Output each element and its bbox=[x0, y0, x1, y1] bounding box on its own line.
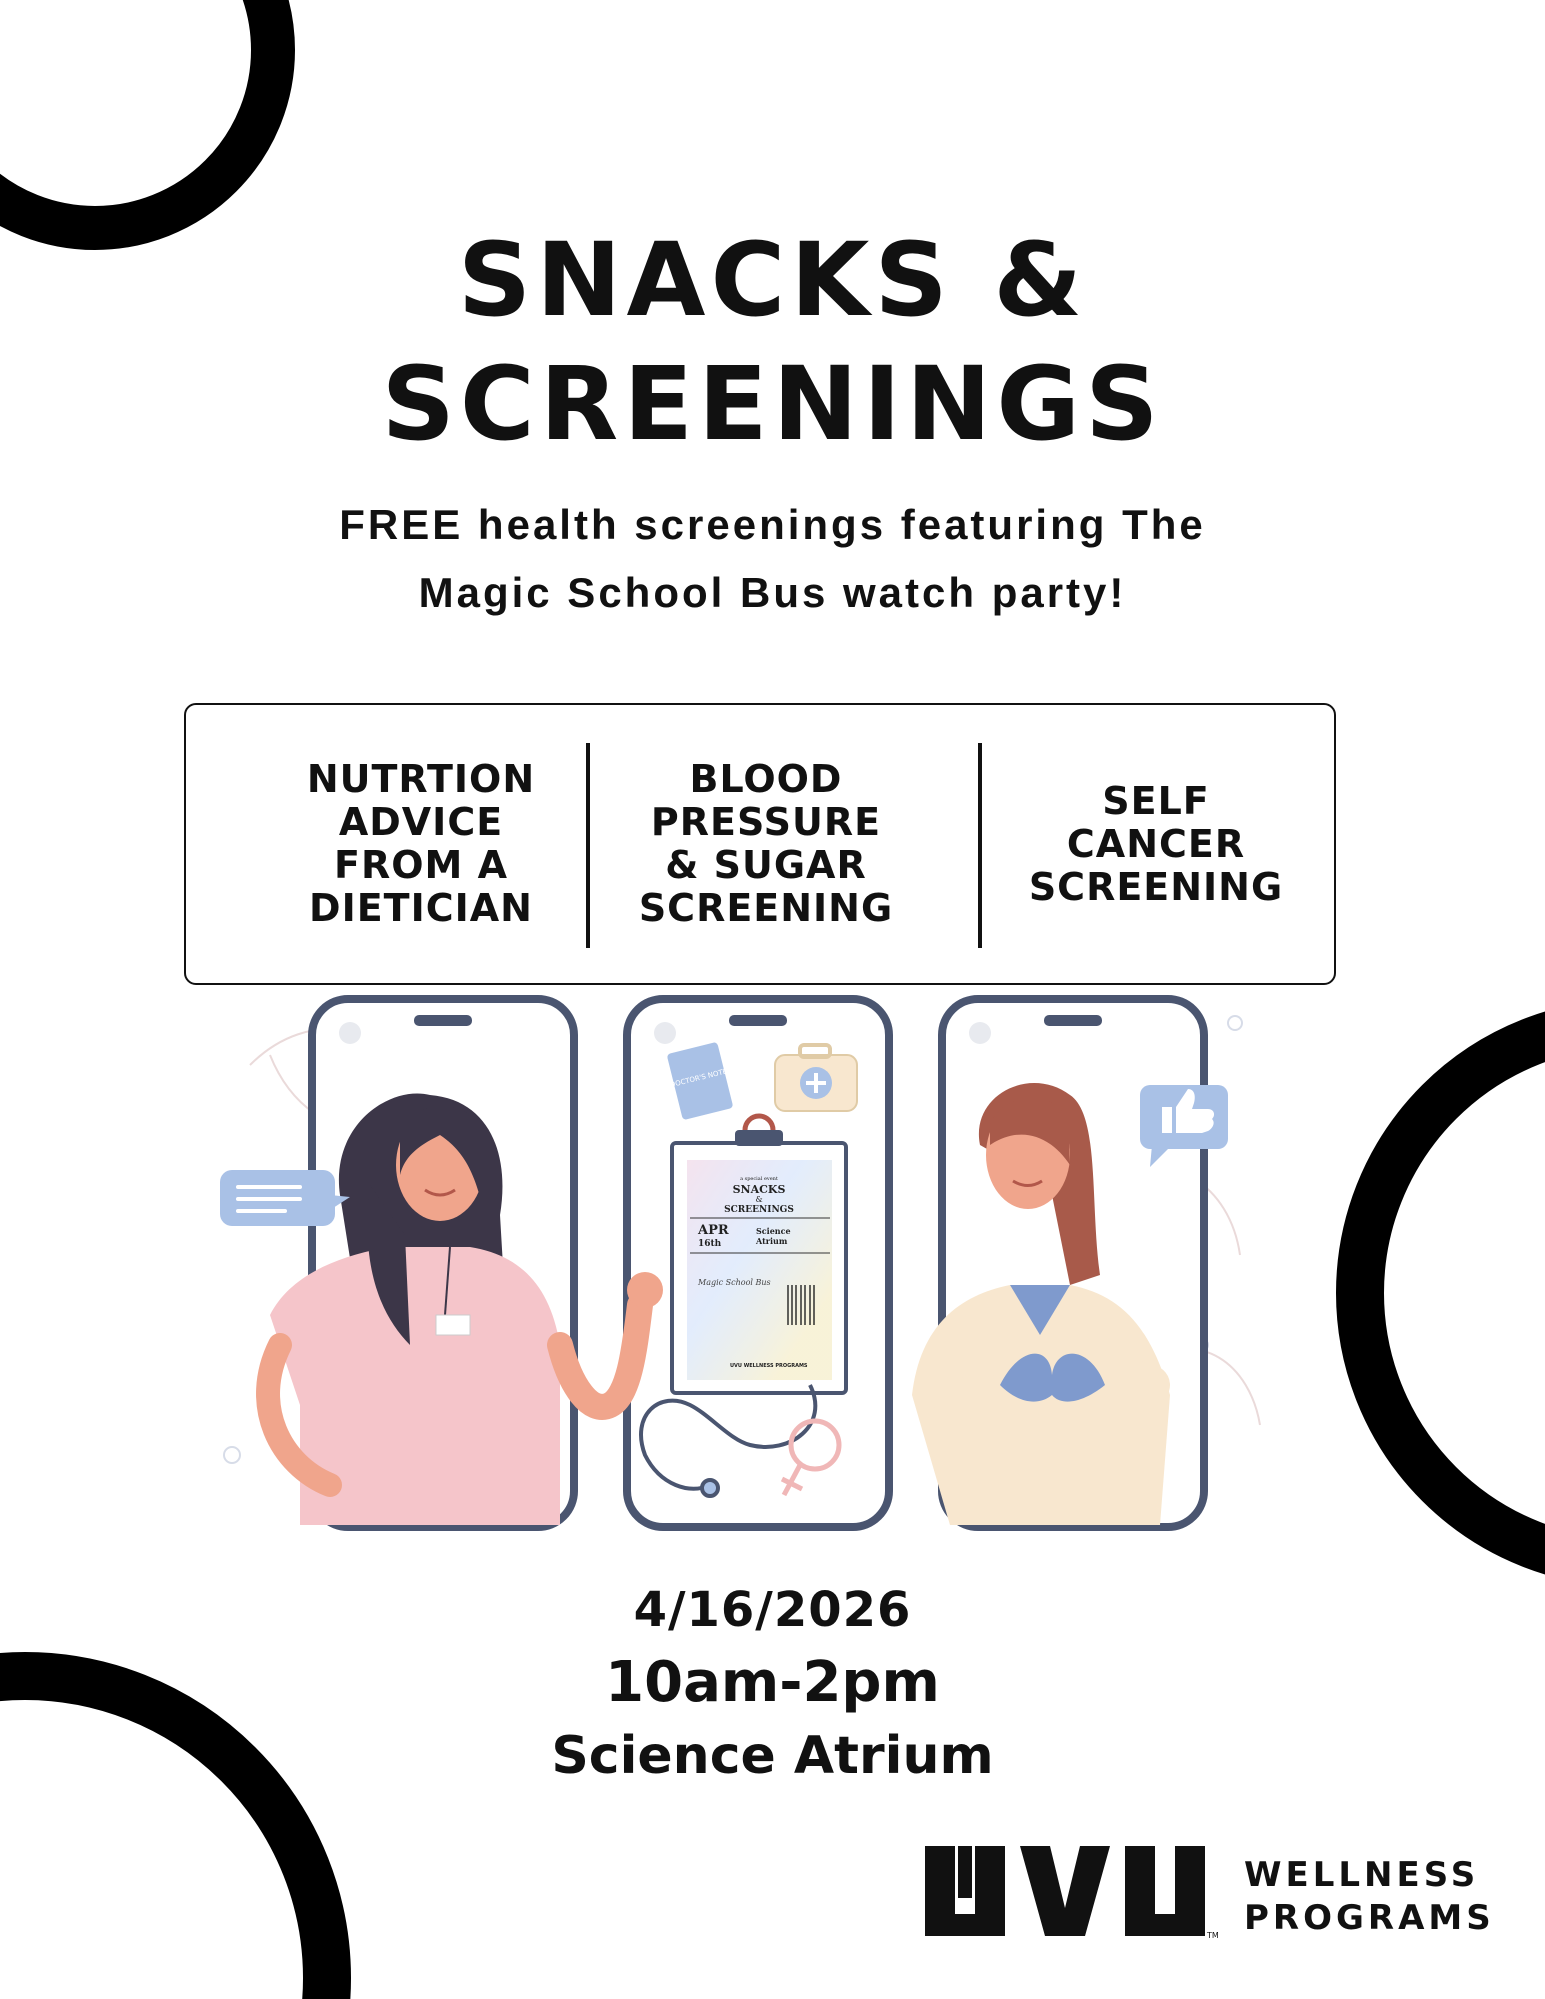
mini-poster-day: 16th bbox=[698, 1239, 722, 1249]
speech-bubble-icon bbox=[220, 1170, 350, 1226]
services-divider bbox=[978, 743, 982, 948]
logo-programs: PROGRAMS bbox=[1244, 1898, 1495, 1938]
notepad-label: DOCTOR'S NOTES bbox=[669, 1066, 733, 1090]
mini-poster-kicker: a special event bbox=[740, 1176, 778, 1182]
mini-poster-sponsor: Magic School Bus bbox=[698, 1278, 771, 1287]
uvu-trademark: TM bbox=[1207, 1931, 1219, 1940]
mini-poster-title-line2: SCREENINGS bbox=[724, 1205, 794, 1215]
service-nutrition-label: NUTRTION ADVICE FROM A DIETICIAN bbox=[306, 757, 536, 930]
event-time: 10am-2pm bbox=[605, 1650, 940, 1715]
logo-wellness: WELLNESS bbox=[1244, 1855, 1480, 1895]
mini-poster-logo: UVU WELLNESS PROGRAMS bbox=[730, 1363, 808, 1369]
clipboard-icon bbox=[672, 1116, 846, 1393]
mini-poster-place-line1: Science bbox=[756, 1226, 791, 1236]
mini-poster-title-line1: SNACKS bbox=[732, 1183, 786, 1196]
mini-poster-title-amp: & bbox=[755, 1195, 763, 1204]
small-circle-icon bbox=[224, 1447, 240, 1463]
event-subtitle-line2: Magic School Bus watch party! bbox=[418, 569, 1127, 616]
event-title-line1: SNACKS & bbox=[457, 221, 1088, 340]
service-cancer bbox=[1006, 705, 1306, 983]
uvu-logo-icon bbox=[920, 1836, 1220, 1946]
first-aid-kit-icon bbox=[775, 1045, 857, 1111]
mini-poster-place-line2: Atrium bbox=[756, 1236, 788, 1246]
service-blood-pressure-label: BLOOD PRESSURE & SUGAR SCREENING bbox=[638, 757, 894, 930]
service-cancer-label: SELF CANCER SCREENING bbox=[1028, 778, 1284, 909]
event-subtitle-line1: FREE health screenings featuring The bbox=[339, 501, 1206, 548]
event-title-line2: SCREENINGS bbox=[381, 345, 1164, 464]
services-divider bbox=[586, 743, 590, 948]
service-blood-pressure bbox=[616, 705, 916, 983]
services-box bbox=[184, 703, 1336, 985]
event-location: Science Atrium bbox=[551, 1726, 994, 1786]
mini-poster-month: APR bbox=[698, 1223, 729, 1238]
service-nutrition bbox=[286, 705, 556, 983]
small-circle-icon bbox=[1228, 1016, 1242, 1030]
telehealth-illustration bbox=[190, 985, 1310, 1555]
event-date: 4/16/2026 bbox=[633, 1582, 912, 1638]
right-arc bbox=[1300, 980, 1545, 1600]
